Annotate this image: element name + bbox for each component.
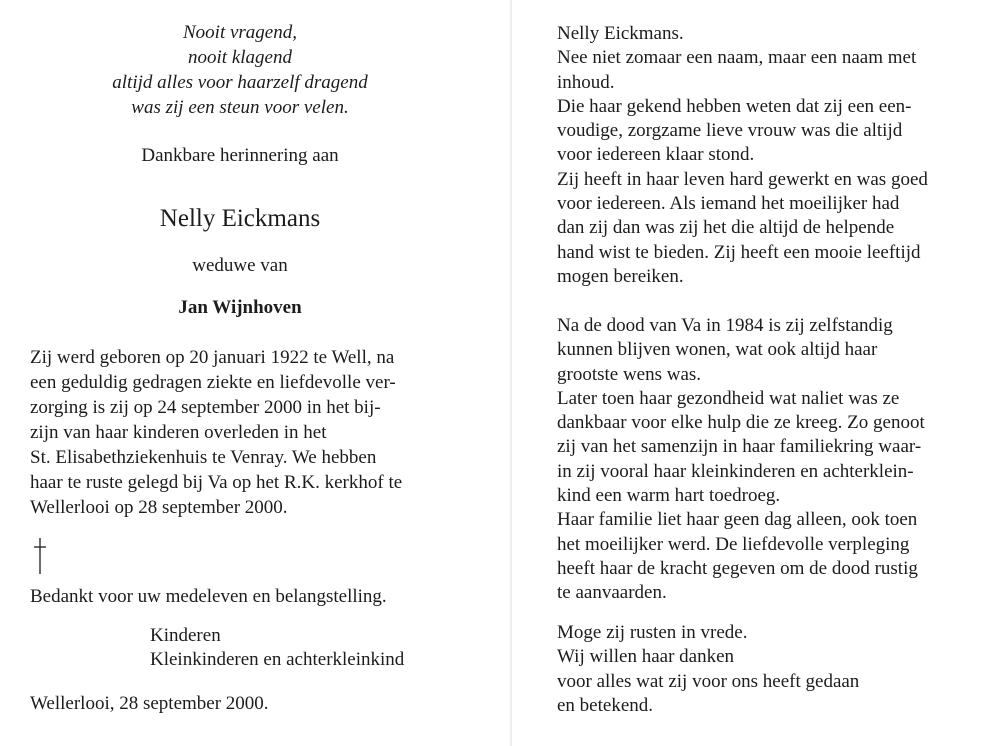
paragraph-3 <box>557 621 859 718</box>
signatory-line: Kinderen <box>150 625 221 646</box>
text-line: Later toen haar gezondheid wat naliet was ze <box>557 387 900 409</box>
paragraph-2 <box>557 314 925 606</box>
paragraph-1 <box>557 22 928 289</box>
text-line: kind een warm hart toedroeg. <box>557 485 781 507</box>
poem <box>40 20 440 120</box>
text-line: in zij vooral haar kleinkinderen en achterklein- <box>557 460 914 482</box>
text-line: te aanvaarden. <box>557 582 667 604</box>
remembrance-heading: Dankbare herinnering aan <box>141 145 339 166</box>
text-line: voor iedereen klaar stond. <box>557 144 755 166</box>
text-line: het moeilijker werd. De liefdevolle verpleging <box>557 533 910 555</box>
text-line: Die haar gekend hebben weten dat zij een een- <box>557 95 912 117</box>
text-line: kunnen blijven wonen, wat ook altijd haar <box>557 339 878 361</box>
text-line: Nee niet zomaar een naam, maar een naam met <box>557 47 917 69</box>
text-line: dankbaar voor elke hulp die ze kreeg. Zo genoot <box>557 412 925 434</box>
text-line: Nelly Eickmans. <box>557 23 684 44</box>
poem-line: altijd alles voor haarzelf dragend <box>112 72 368 93</box>
text-line: heeft haar de kracht gegeven om de dood rustig <box>557 557 918 579</box>
text-line: dan zij dan was zij het die altijd de helpende <box>557 217 895 239</box>
poem-line: Nooit vragend, <box>183 22 297 43</box>
text-line: inhoud. <box>557 71 615 93</box>
text-line: Moge zij rusten in vrede. <box>557 622 748 643</box>
bio-line: Wellerlooi op 28 september 2000. <box>30 497 288 518</box>
thanks-line: Bedankt voor uw medeleven en belangstelling. <box>30 586 387 607</box>
bio-line: zorging is zij op 24 september 2000 in het bij- <box>30 397 381 418</box>
biography <box>30 345 402 520</box>
text-line: Wij willen haar danken <box>557 646 735 668</box>
place-date: Wellerlooi, 28 september 2000. <box>30 693 269 714</box>
poem-line: nooit klagend <box>188 47 292 68</box>
text-line: mogen bereiken. <box>557 265 684 287</box>
bio-line: zijn van haar kinderen overleden in het <box>30 422 327 443</box>
bio-line: St. Elisabethziekenhuis te Venray. We hebben <box>30 447 377 468</box>
bio-line: haar te ruste gelegd bij Va op het R.K. kerkhof te <box>30 472 403 493</box>
deceased-name: Nelly Eickmans <box>159 205 321 232</box>
text-line: hand wist te bieden. Zij heeft een mooie leeftijd <box>557 241 921 263</box>
cross-icon <box>32 538 48 574</box>
poem-line: was zij een steun voor velen. <box>131 97 349 118</box>
text-line: Haar familie liet haar geen dag alleen, ook toen <box>557 509 918 531</box>
husband-name: Jan Wijnhoven <box>178 297 302 318</box>
bio-line: een geduldig gedragen ziekte en liefdevolle ver- <box>30 372 396 393</box>
text-line: Zij heeft in haar leven hard gewerkt en was goed <box>557 168 928 190</box>
text-line: voor iedereen. Als iemand het moeilijker had <box>557 193 900 215</box>
text-line: grootste wens was. <box>557 363 702 385</box>
text-line: en betekend. <box>557 694 654 716</box>
text-line: voor alles wat zij voor ons heeft gedaan <box>557 670 860 692</box>
signatories <box>150 624 404 672</box>
text-line: zij van het samenzijn in haar familiekring waar- <box>557 436 922 458</box>
text-line: Na de dood van Va in 1984 is zij zelfstandig <box>557 315 893 336</box>
bio-line: Zij werd geboren op 20 januari 1922 te Well, na <box>30 347 395 368</box>
widow-of-label: weduwe van <box>192 255 288 276</box>
text-line: voudige, zorgzame lieve vrouw was die altijd <box>557 120 903 142</box>
signatory-line: Kleinkinderen en achterkleinkind <box>150 649 405 670</box>
right-page <box>512 0 1000 746</box>
